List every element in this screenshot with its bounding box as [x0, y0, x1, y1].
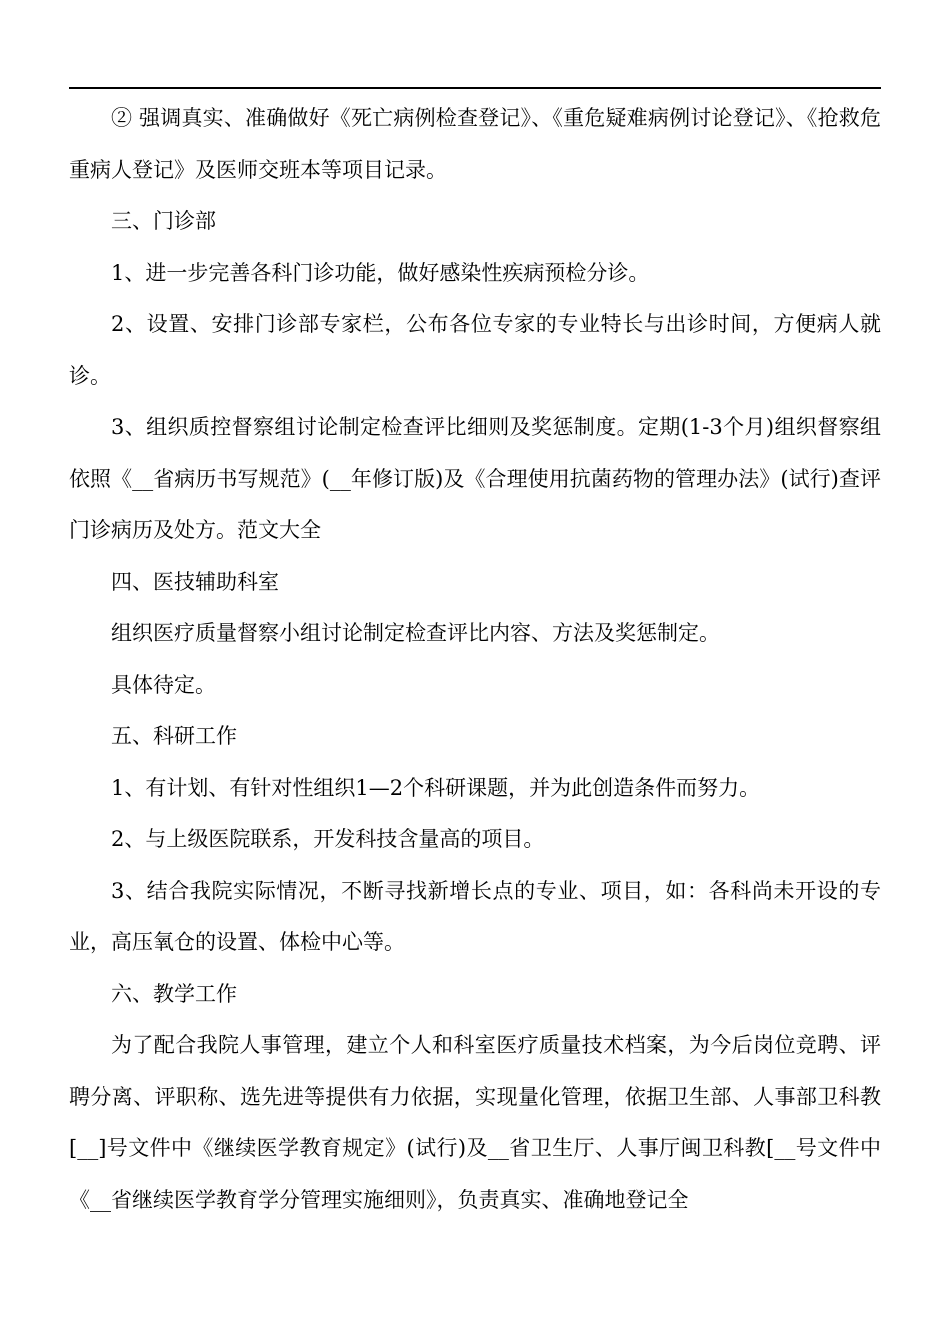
paragraph-medical-tech-2: 具体待定。	[111, 672, 216, 697]
paragraph-teaching-1: 为了配合我院人事管理，建立个人和科室医疗质量技术档案，为今后岗位竞聘、评聘分离、评职称、选先进等提供有力依据，实现量化管理，依据卫生部、人事部卫科教[__]号文件中《继续医学教育规定》(试行)及__省卫生厅、人事厅闽卫科教[__号文件中《__省继续医学教育学分管理实施细则》，负责真实、准确地登记全	[69, 1033, 881, 1212]
heading-research: 五、科研工作	[111, 724, 237, 748]
paragraph-record-keeping: ② 强调真实、准确做好《死亡病例检查登记》、《重危疑难病例讨论登记》、《抢救危重病人登记》及医师交班本等项目记录。	[69, 106, 881, 182]
paragraph-outpatient-3: 3、组织质控督察组讨论制定检查评比细则及奖惩制度。定期(1-3个月)组织督察组依照《__省病历书写规范》(__年修订版)及《合理使用抗菌药物的管理办法》(试行)查评门诊病历及处方。范文大全	[69, 415, 881, 542]
paragraph-research-1: 1、有计划、有针对性组织1—2个科研课题，并为此创造条件而努力。	[111, 775, 761, 800]
paragraph-outpatient-2: 2、设置、安排门诊部专家栏，公布各位专家的专业特长与出诊时间，方便病人就诊。	[69, 312, 881, 388]
header-rule	[69, 87, 881, 89]
paragraph-medical-tech-1: 组织医疗质量督察小组讨论制定检查评比内容、方法及奖惩制定。	[111, 621, 720, 645]
paragraph-research-3: 3、结合我院实际情况，不断寻找新增长点的专业、项目，如：各科尚未开设的专业，高压氧仓的设置、体检中心等。	[69, 878, 881, 954]
paragraph-research-2: 2、与上级医院联系，开发科技含量高的项目。	[111, 827, 545, 851]
document-body	[69, 93, 881, 1226]
paragraph-outpatient-1: 1、进一步完善各科门诊功能，做好感染性疾病预检分诊。	[111, 260, 650, 285]
heading-medical-tech: 四、医技辅助科室	[111, 569, 279, 594]
heading-outpatient: 三、门诊部	[111, 209, 216, 233]
heading-teaching: 六、教学工作	[111, 981, 237, 1006]
